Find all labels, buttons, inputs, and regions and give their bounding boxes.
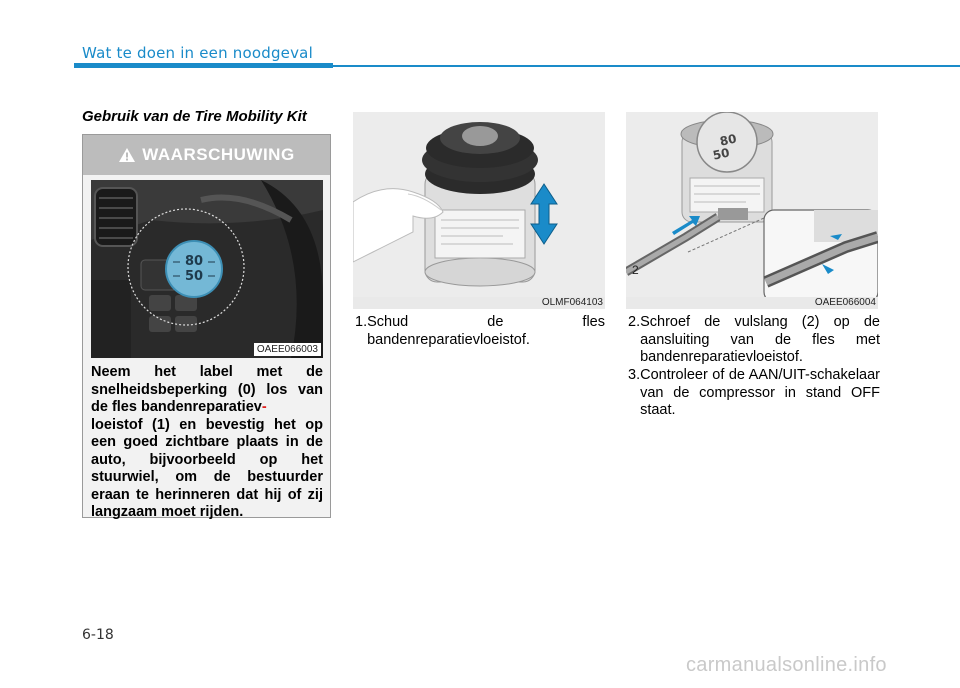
step-1: 1. Schud de fles bandenreparatievloeistof.	[355, 314, 605, 348]
figure2-image-code: OAEE066004	[814, 297, 876, 308]
dashboard-photo	[91, 180, 323, 358]
warning-header	[83, 135, 330, 175]
header-bar-thick	[74, 63, 333, 68]
watermark: carmanualsonline.info	[686, 654, 887, 676]
image-code: OAEE066003	[254, 343, 321, 356]
step-3: 3. Controleer of de AAN/UIT-schakelaar van de compressor in stand OFF staat.	[628, 367, 880, 418]
label-80: 80	[184, 254, 204, 269]
warning-triangle-icon	[118, 147, 136, 163]
figure-shake-bottle	[353, 112, 605, 309]
figure1-image-code: OLMF064103	[541, 297, 603, 308]
figure2-label-50: 50	[711, 145, 731, 163]
section-title: Gebruik van de Tire Mobility Kit	[82, 108, 307, 125]
warning-text: Neem het label met de snelheidsbeperking (0) los van de fles bandenreparatiev- loeistof (1) en bevestig het op een goed zichtbare plaats in de auto, bijvoorbeeld op het stuurwiel, om de bestuurder eraan te herinneren dat hij of zij langzaam moet rijden.	[91, 364, 323, 520]
warning-title: WAARSCHUWING	[142, 145, 295, 164]
warning-box	[82, 134, 331, 518]
section-header-title: Wat te doen in een noodgeval	[82, 44, 313, 62]
step-2: 2. Schroef de vulslang (2) op de aansluiting van de fles met bandenreparatievloeistof.	[628, 314, 880, 365]
page-number: 6-18	[82, 627, 114, 643]
figure-connect-hose	[626, 112, 878, 309]
figure2-callout: 2	[632, 263, 639, 277]
figure2-label-80: 80	[718, 131, 738, 149]
label-50: 50	[184, 269, 204, 284]
header-rule	[333, 65, 960, 67]
